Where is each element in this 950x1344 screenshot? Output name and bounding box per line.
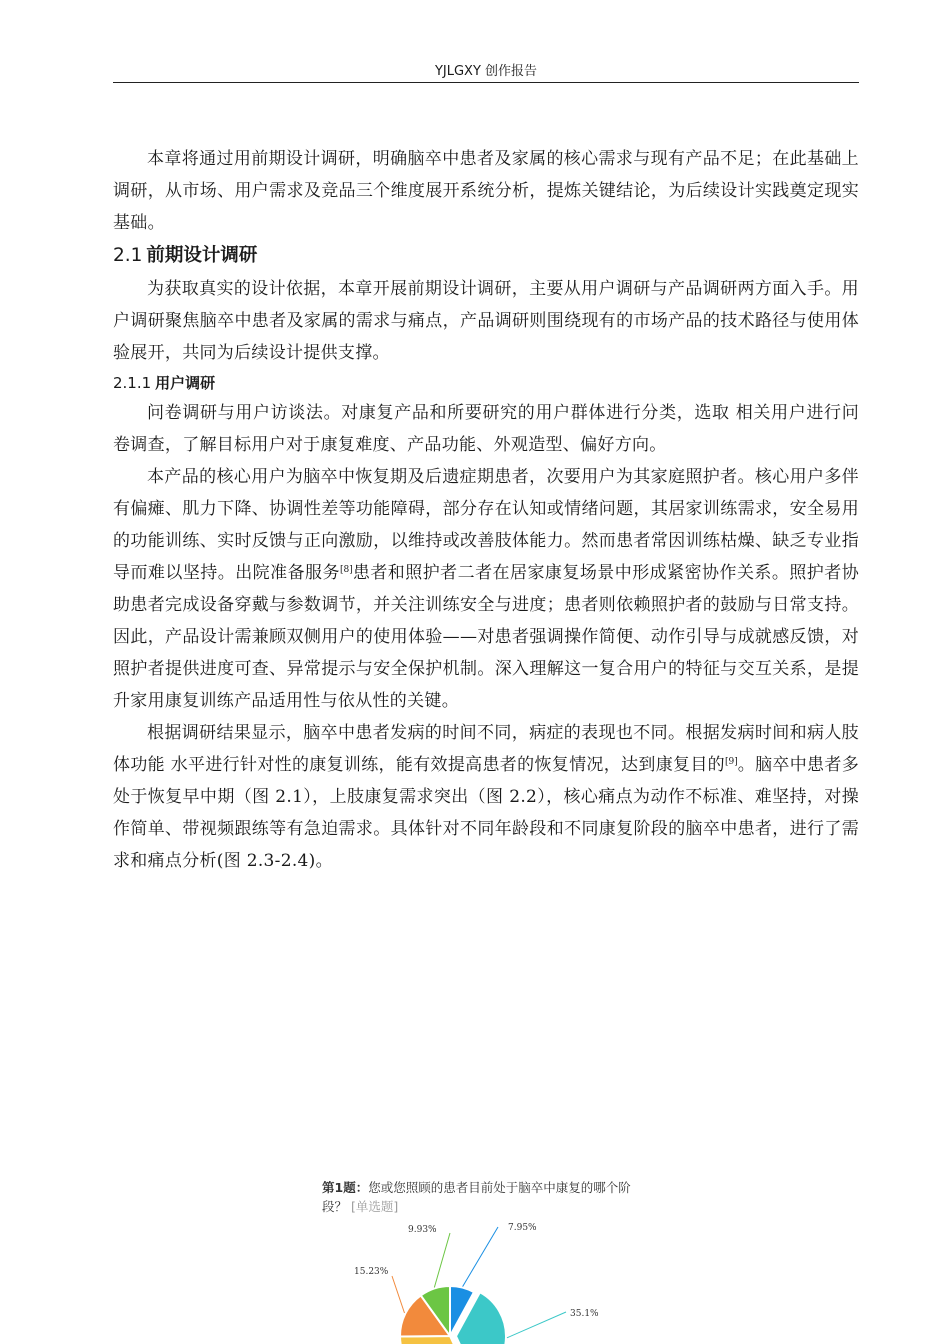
results-paragraph — [113, 717, 859, 877]
section-number: 2.1 — [113, 245, 143, 266]
slice-label: 9.93% — [408, 1225, 437, 1235]
users-text-a: 本产品的核心用户为脑卒中恢复期及后遗症期患者，次要用户为其家庭照护者。核心用户多伴有偏瘫、肌力下降、协调性差等功能障碍，部分存在认知或情绪问题，其居家训练需求，安全易用的功能训练、实时反馈与正向激励，以维持或改善肢体能力。然而患者常因训练枯燥、缺乏专业指导而难以坚持。出院准备服务 — [113, 467, 859, 583]
leader-line — [392, 1276, 404, 1313]
header-rule — [113, 82, 859, 83]
users-text-b: 患者和照护者二者在居家康复场景中形成紧密协作关系。照护者协助患者完成设备穿戴与参数调节，并关注训练安全与进度；患者则依赖照护者的鼓励与日常支持。因此，产品设计需兼顾双侧用户的使用体验——对患者强调操作简便、动作引导与成就感反馈，对照护者提供进度可查、异常提示与安全保护机制。深入理解这一复合用户的特征与交互关系，是提升家用康复训练产品适用性与依从性的关键。 — [113, 563, 860, 711]
slice-label: 35.1% — [570, 1309, 599, 1319]
citation-ref: [8] — [339, 565, 353, 575]
question-text: 您或您照顾的患者目前处于脑卒中康复的哪个阶段？ — [322, 1180, 631, 1214]
section-heading-2-1 — [113, 239, 859, 273]
users-paragraph — [113, 461, 859, 717]
results-text-a: 根据调研结果显示，脑卒中患者发病的时间不同，病症的表现也不同。根据发病时间和病人肢体功能 水平进行针对性的康复训练，能有效提高患者的恢复情况，达到康复目的 — [113, 723, 859, 775]
subsection-number: 2.1.1 — [113, 374, 152, 392]
question-title — [322, 1178, 642, 1216]
running-header: YJLGXY 创作报告 — [434, 64, 538, 79]
question-number: 第1题： — [322, 1180, 369, 1195]
section-2-1-paragraph: 为获取真实的设计依据，本章开展前期设计调研，主要从用户调研与产品调研两方面入手。用户调研聚焦脑卒中患者及家属的需求与痛点，产品调研则围绕现有的市场产品的技术路径与使用体验展开，共同为后续设计提供支撑。 — [113, 279, 859, 363]
subsection-title: 用户调研 — [155, 374, 216, 392]
section-title: 前期设计调研 — [146, 245, 258, 266]
page-body — [113, 143, 859, 877]
methods-paragraph: 问卷调研与用户访谈法。对康复产品和所要研究的用户群体进行分类，选取 相关用户进行问卷调查，了解目标用户对于康复难度、产品功能、外观造型、偏好方向。 — [113, 403, 859, 455]
leader-line — [434, 1233, 450, 1287]
slice-label: 15.23% — [354, 1267, 389, 1277]
citation-ref: [9] — [725, 757, 738, 767]
leader-line — [463, 1227, 498, 1287]
figure-2-1 — [318, 1176, 648, 1344]
leader-line — [507, 1312, 566, 1338]
slice-label: 7.95% — [508, 1223, 537, 1233]
question-type: [单选题] — [351, 1199, 399, 1214]
pie-chart — [318, 1216, 648, 1344]
subsection-heading-2-1-1 — [113, 369, 859, 397]
intro-paragraph: 本章将通过用前期设计调研，明确脑卒中患者及家属的核心需求与现有产品不足；在此基础上调研，从市场、用户需求及竞品三个维度展开系统分析，提炼关键结论，为后续设计实践奠定现实基础。 — [113, 149, 859, 233]
results-text-b: 。脑卒中患者多处于恢复早中期（图 2.1），上肢康复需求突出（图 2.2），核心痛点为动作不标准、难坚持，对操作简单、带视频跟练等有急迫需求。具体针对不同年龄段和不同康复阶段的脑卒中患者，进行了需求和痛点分析(图 2.3-2.4)。 — [113, 755, 860, 871]
